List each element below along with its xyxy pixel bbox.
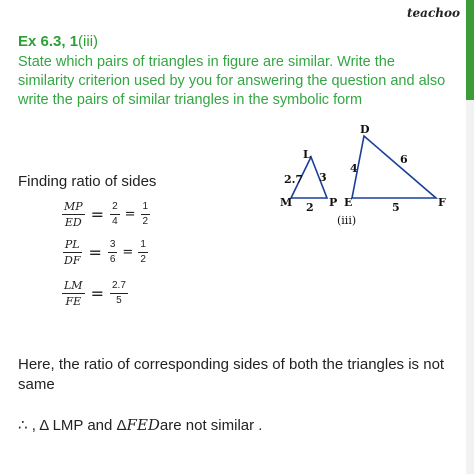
- fraction-numerator: 1: [138, 239, 148, 253]
- equals-sign: =: [88, 243, 102, 262]
- vertex-d: D: [360, 123, 370, 136]
- ratio-pl-df: [62, 238, 148, 267]
- equals-sign: =: [90, 284, 104, 303]
- side-df: 6: [400, 153, 408, 166]
- fraction: [62, 200, 85, 229]
- side-ef: 5: [392, 201, 400, 214]
- fraction-denominator: 4: [112, 216, 118, 227]
- vertex-f: F: [438, 196, 446, 209]
- figure-caption: (iii): [337, 214, 357, 227]
- ratio-mp-ed: [62, 200, 150, 229]
- equals-sign: =: [122, 245, 134, 260]
- vertex-m: M: [280, 196, 293, 209]
- teachoo-logo: teachoo: [407, 6, 460, 20]
- fraction-numerator: 2.7: [110, 280, 128, 294]
- side-de: 4: [350, 162, 358, 175]
- equals-sign: =: [124, 207, 136, 222]
- vertex-l: L: [303, 148, 311, 161]
- section-heading: Finding ratio of sides: [18, 173, 157, 190]
- triangle-def: [352, 136, 436, 198]
- conclusion-prefix: ∴ , Δ LMP and Δ: [18, 417, 127, 434]
- vertex-e: E: [344, 196, 353, 209]
- question-text: State which pairs of triangles in figure are similar. Write the similarity criterion used by you for answering the question and also write the pairs of similar triangles in the symbolic form: [18, 54, 446, 108]
- fraction-numerator: LM: [64, 279, 83, 292]
- fraction: [108, 239, 118, 266]
- fraction-denominator: 2: [140, 254, 146, 265]
- fraction-numerator: MP: [64, 200, 83, 213]
- fraction-denominator: ED: [64, 216, 82, 229]
- conclusion: [18, 416, 262, 434]
- equals-sign: =: [90, 205, 105, 224]
- fraction: [141, 201, 151, 228]
- conclusion-math: FED: [126, 416, 160, 434]
- fraction-denominator: 5: [116, 295, 122, 306]
- conclusion-suffix: are not similar .: [159, 417, 263, 434]
- fraction-numerator: 1: [141, 201, 151, 215]
- fraction: [62, 279, 85, 308]
- fraction-numerator: 2: [110, 201, 120, 215]
- side-mp: 2: [306, 201, 314, 214]
- fraction: [138, 239, 148, 266]
- fraction-denominator: FE: [65, 295, 82, 308]
- fraction: [62, 238, 82, 267]
- fraction-numerator: PL: [64, 238, 80, 251]
- fraction-denominator: 2: [142, 216, 149, 227]
- exercise-label: Ex 6.3, 1: [18, 33, 79, 50]
- ratio-lm-fe: [62, 279, 128, 308]
- fraction-denominator: 6: [109, 254, 116, 265]
- fraction: [110, 201, 120, 228]
- ratio-statement: Here, the ratio of corresponding sides of both the triangles is not same: [18, 356, 445, 393]
- vertex-p: P: [329, 196, 338, 209]
- side-lm: 2.7: [284, 173, 304, 186]
- exercise-sub: (iii): [78, 33, 99, 50]
- fraction-denominator: DF: [64, 254, 81, 267]
- fraction: [110, 280, 128, 307]
- fraction-numerator: 3: [108, 239, 118, 253]
- side-lp: 3: [319, 171, 327, 184]
